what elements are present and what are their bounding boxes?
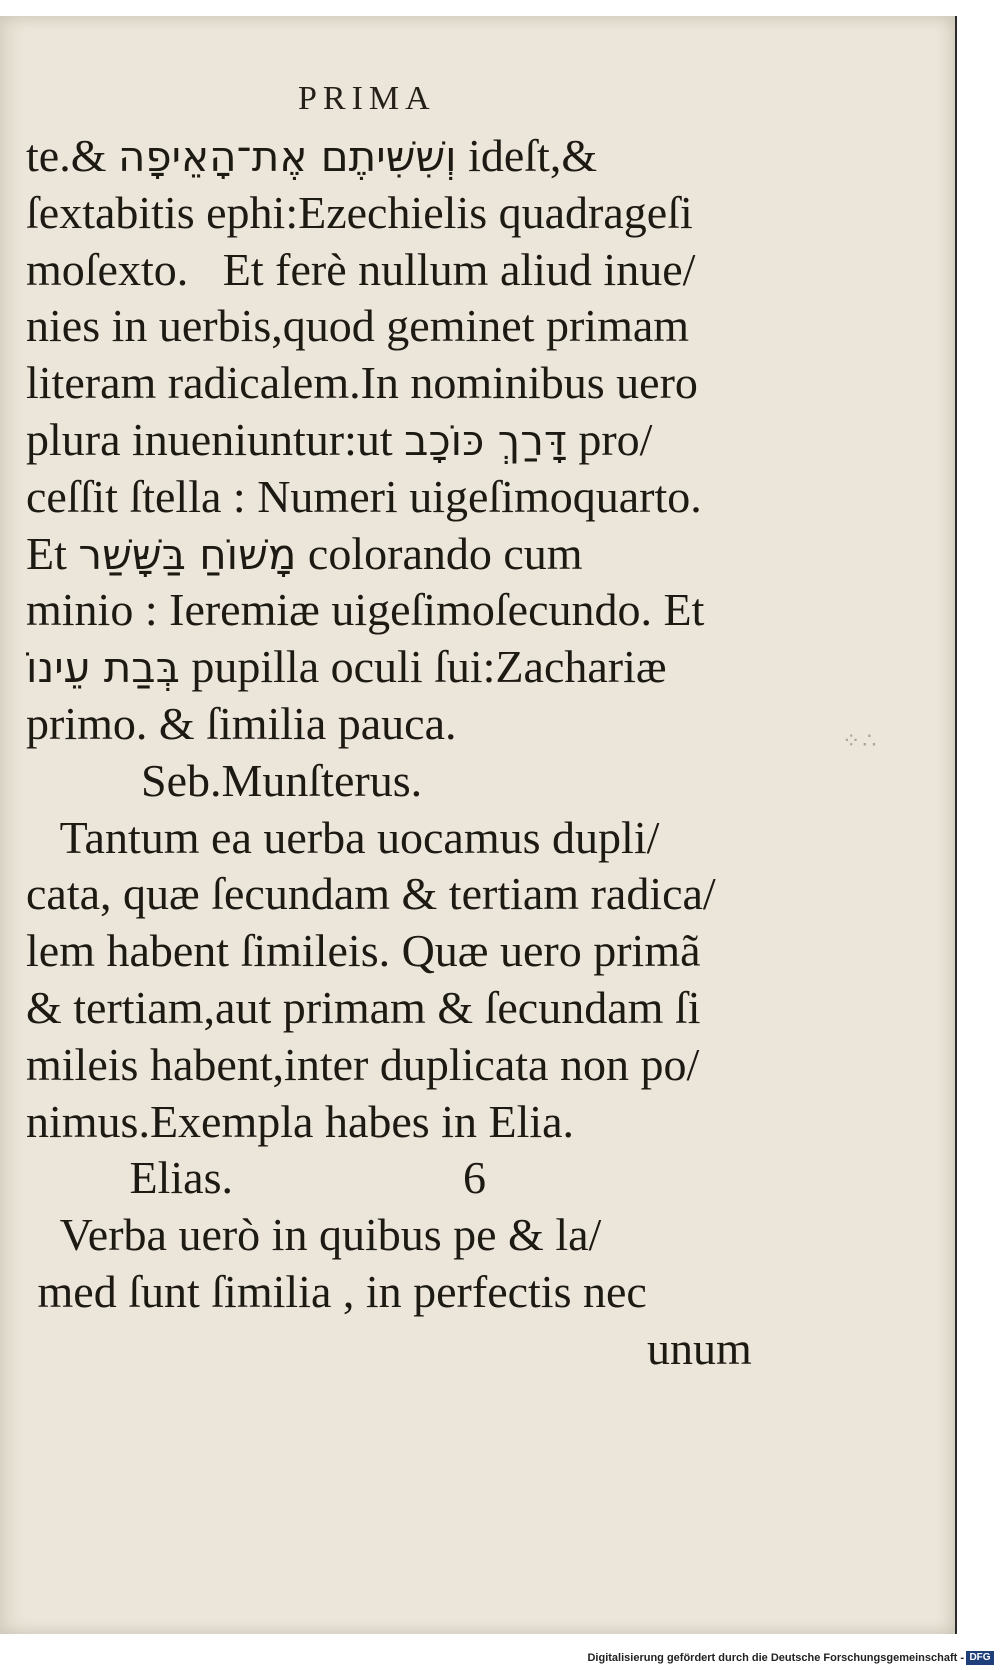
text-line: literam radicalem.In nominibus uero [26,357,698,409]
text-line: nimus.Exempla habes in Elia. [26,1095,575,1147]
text-line: moſexto. Et ferè nullum aliud inue/ [26,243,696,295]
hebrew-segment: וְשִׁשִּׁיתֶם אֶת־הָאֵיפָה [117,132,457,181]
text-line: med ſunt ſimilia , in perfectis nec [26,1266,647,1317]
text-line: mileis habent,inter duplicata non po/ [26,1038,700,1090]
text-line: minio : Ieremiæ uigeſimoſecundo. Et [26,584,705,636]
text-line: unum [26,1322,752,1374]
text-line: ceſſit ſtella : Numeri uigeſimoquarto. [26,470,702,522]
text-line: Verba uerò in quibus pe & la/ [26,1209,602,1261]
latin-segment: ideſt,& [456,130,598,181]
digitization-credit: Digitalisierung gefördert durch die Deutsche Forschungsgemeinschaft - [587,1652,964,1664]
latin-segment: pupilla oculi ſui:Zachariæ [179,641,667,693]
latin-segment: Et [26,527,79,579]
hebrew-segment: בְּבַת עֵינוֹ [26,643,180,693]
dfg-logo: DFG [966,1651,994,1665]
margin-smudge: ⁘∴ [842,728,879,753]
running-head: PRIMA [298,80,436,117]
text-line: cata, quæ ſecundam & tertiam radica/ [26,868,716,920]
latin-segment: te.& [26,130,118,181]
text-line: Seb.Munſterus. [26,754,423,806]
latin-segment: plura inueniuntur:ut [26,414,405,465]
text-line: Elias. 6 [26,1152,486,1204]
text-line: primo. & ſimilia pauca. [26,698,457,749]
text-line: ſextabitis ephi:Ezechielis quadrageſi [26,186,693,238]
text-line [26,128,597,185]
text-line [26,526,583,583]
hebrew-segment: מָשׁוֹחַ בַּשָּׁשַׁר [78,529,297,579]
latin-segment: pro/ [566,414,653,465]
latin-segment: colorando cum [296,527,583,579]
text-line [26,639,667,696]
text-line: nies in uerbis,quod geminet primam [26,300,690,352]
text-line: Tantum ea uerba uocamus dupli/ [26,811,660,863]
hebrew-segment: דָּרַךְ כּוֹכָב [404,416,567,465]
text-line [26,412,652,469]
text-line: lem habent ſimileis. Quæ uero primã [26,925,701,977]
text-line: & tertiam,aut primam & ſecundam ſi [26,982,701,1033]
